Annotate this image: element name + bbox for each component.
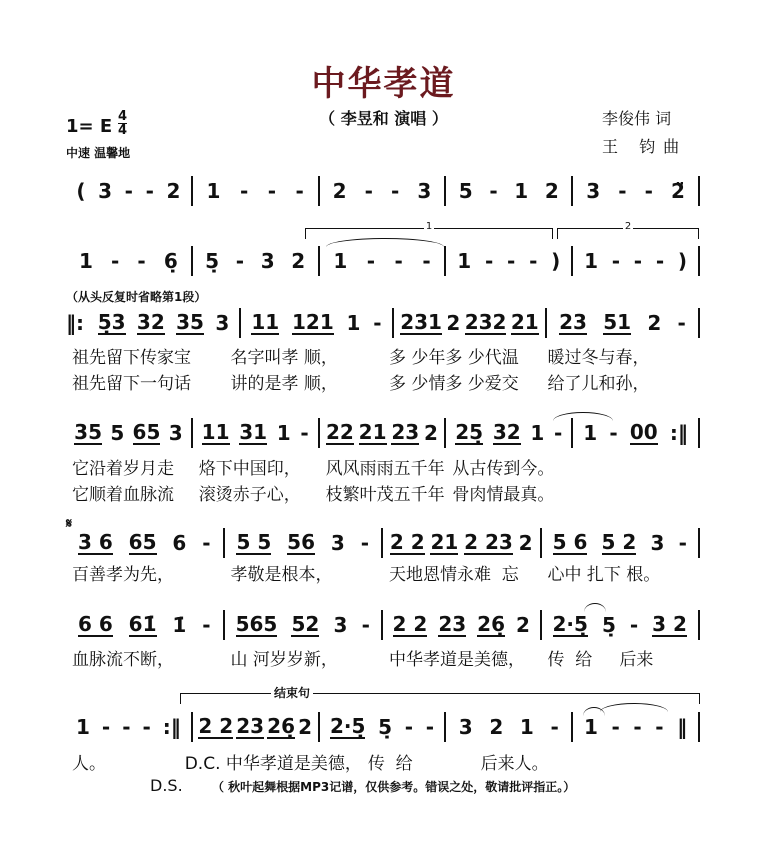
note: -	[655, 715, 664, 739]
measure	[446, 176, 573, 206]
note: -	[295, 179, 304, 203]
note: 23	[559, 310, 587, 334]
note: -	[111, 249, 120, 273]
note: -	[655, 249, 665, 273]
note: 23	[236, 714, 265, 738]
measure	[542, 528, 701, 558]
note: 1	[333, 249, 348, 273]
lyric: 传 给	[367, 754, 413, 774]
note: -	[489, 179, 498, 203]
note: -	[360, 531, 370, 555]
note: 22	[326, 420, 354, 444]
note: 2 23	[464, 530, 513, 554]
measure	[573, 176, 700, 206]
staff-line	[66, 712, 700, 742]
measure	[320, 418, 447, 448]
note: 6̣	[163, 249, 178, 273]
note: 3 6	[77, 530, 113, 554]
lyric: 血脉流不断，	[72, 650, 174, 670]
note: -	[677, 311, 686, 335]
lyric	[587, 749, 700, 774]
repeat-start-sign: ‖:	[66, 311, 84, 335]
note: 35	[74, 420, 102, 444]
lyric-row	[66, 480, 700, 505]
lyric: 从古传到今。	[452, 459, 555, 479]
measure	[66, 610, 225, 640]
note: 5̣	[205, 249, 220, 273]
lyric: 中华孝道是美德，	[389, 650, 525, 670]
note: 1	[346, 311, 361, 335]
lyric: 山 河岁岁新，	[230, 650, 338, 670]
note: -	[404, 715, 414, 739]
note: -	[202, 531, 211, 555]
note: 2	[332, 179, 347, 203]
tempo-marking: 中速 温馨地	[66, 146, 131, 160]
lyric: 给了儿和孙，	[547, 374, 650, 394]
song-title: 中华孝道	[311, 64, 456, 104]
measure	[547, 308, 700, 338]
note: :‖	[162, 715, 181, 739]
note: 2	[544, 179, 559, 203]
note: 56	[287, 530, 315, 554]
volta-bracket-1	[305, 221, 553, 239]
note: 1	[75, 715, 90, 739]
lyric: 暖过冬与春，	[547, 348, 650, 368]
staff-line	[66, 246, 700, 276]
ending-bracket	[180, 686, 700, 704]
note: 00	[629, 420, 658, 444]
measure	[573, 712, 700, 742]
measure	[66, 176, 193, 206]
lyric: 风风雨雨五千年	[325, 459, 445, 479]
transcription-credit: （ 秋叶起舞根据MP3记谱，仅供参考。错误之处，敬请批评指正。）	[212, 780, 576, 794]
note: 2	[298, 715, 313, 739]
note: 3	[586, 179, 601, 203]
note: -	[611, 715, 620, 739]
note: ‖	[677, 715, 688, 739]
note: 26̣	[477, 612, 506, 636]
note: )	[551, 249, 561, 273]
note: -	[529, 249, 538, 273]
note: 2	[518, 531, 533, 555]
lyric: 讲的是孝 顺，	[230, 374, 338, 394]
note: 65	[132, 420, 161, 444]
note: 2	[446, 311, 461, 335]
lyric: 天地恩情永难 忘	[389, 565, 519, 585]
note: 5 6	[552, 530, 588, 554]
ds-marking: D.S.	[150, 776, 183, 795]
segno-icon: 𝄋	[66, 516, 73, 532]
measure	[446, 712, 573, 742]
note: )	[677, 249, 688, 273]
lyric: 百善孝为先，	[72, 565, 174, 585]
lyric-row	[66, 369, 700, 394]
lyric-row	[66, 454, 700, 479]
note: -	[145, 179, 154, 203]
measure	[193, 712, 320, 742]
note: 2·5̣	[552, 612, 588, 636]
singer-credit: （ 李昱和 演唱 ）	[319, 109, 448, 128]
measure	[66, 528, 225, 558]
note: -	[239, 179, 249, 203]
note: 6	[172, 531, 187, 555]
staff-line	[66, 308, 700, 338]
note: (	[76, 179, 86, 203]
volta-2-label: 2	[624, 221, 632, 232]
note: -	[235, 249, 245, 273]
note: 6 6	[77, 612, 113, 636]
note: 2	[166, 179, 181, 203]
lyricist: 李俊伟 词	[602, 109, 672, 128]
lyric	[573, 480, 700, 505]
note: 65	[128, 530, 157, 554]
time-bottom: 4	[118, 123, 128, 138]
note: -	[137, 249, 146, 273]
staff-line	[66, 528, 700, 558]
note: 61̇	[128, 612, 157, 636]
note: 2 2	[392, 612, 428, 636]
note: 5̣	[601, 613, 616, 637]
lyric: 后来人。	[480, 754, 549, 774]
note: -	[142, 715, 151, 739]
lyric	[573, 454, 700, 479]
note: 5	[458, 179, 473, 203]
note: 5	[110, 421, 125, 445]
note: -	[550, 715, 559, 739]
lyric: 多 少情多 少爱交	[389, 374, 519, 394]
note: 3	[215, 311, 230, 335]
note: 1	[584, 249, 598, 273]
measure	[573, 246, 700, 276]
note: -	[644, 179, 653, 203]
note: -	[484, 249, 494, 273]
note: -	[122, 715, 131, 739]
note: 5̣	[378, 715, 392, 739]
note: -	[364, 179, 373, 203]
note: -	[391, 179, 400, 203]
note: -	[611, 249, 621, 273]
note: -	[361, 613, 370, 637]
note: 2	[424, 421, 438, 445]
note: 2	[291, 249, 306, 273]
note: 121	[292, 310, 334, 334]
note: 3 2	[652, 612, 687, 636]
note: 5 2	[601, 530, 637, 554]
lyric: 名字叫孝 顺，	[230, 348, 338, 368]
note: 32	[492, 420, 521, 444]
lyric: 人。	[72, 754, 106, 774]
note: 3	[417, 179, 432, 203]
measure	[446, 418, 573, 448]
note: 3	[168, 421, 183, 445]
staff-line	[66, 610, 700, 640]
lyric: 祖先留下一句话	[72, 374, 191, 394]
volta-bracket-2	[557, 221, 699, 239]
note: 52	[291, 612, 320, 636]
measure	[225, 528, 384, 558]
note: -	[267, 179, 277, 203]
note: -	[422, 249, 431, 273]
note: 1	[457, 249, 472, 273]
measure	[193, 418, 320, 448]
measure	[225, 610, 384, 640]
note: 51	[603, 310, 632, 334]
note: -	[425, 715, 435, 739]
lyric: 枝繁叶茂五千年	[325, 485, 445, 505]
measure	[446, 246, 573, 276]
lyric: 骨肉情最真。	[452, 485, 555, 505]
note: -	[629, 613, 639, 637]
note: 35	[176, 310, 204, 334]
lyric-row	[66, 560, 700, 585]
note: -	[373, 311, 382, 335]
note: 565	[235, 612, 278, 636]
measure	[320, 246, 447, 276]
note: -	[202, 613, 211, 637]
repeat-note: （从头反复时省略第1段）	[66, 290, 207, 304]
note: 26̣	[267, 714, 296, 738]
ending-label: 结束句	[271, 684, 313, 701]
note: 32	[136, 310, 165, 334]
measure	[320, 712, 447, 742]
note: -	[633, 249, 643, 273]
note: 1	[583, 715, 598, 739]
note: -	[633, 715, 642, 739]
lyric: 它沿着岁月走	[72, 459, 174, 479]
note: 23	[438, 612, 467, 636]
lyric: 烙下中国印，	[198, 459, 301, 479]
note: -	[618, 179, 627, 203]
measure	[66, 712, 193, 742]
note: -	[101, 715, 111, 739]
lyric: 心中 扎下 根。	[547, 565, 661, 585]
note: 21	[510, 310, 539, 334]
note: 3	[98, 179, 112, 203]
lyric-row	[66, 645, 700, 670]
staff-line	[66, 176, 700, 206]
lyric: D.C. 中华孝道是美德，	[184, 754, 362, 774]
time-signature	[118, 110, 127, 137]
measure	[320, 176, 447, 206]
measure	[193, 246, 320, 276]
lyric-row	[66, 749, 700, 774]
note: -	[366, 249, 376, 273]
staff-line	[66, 418, 700, 448]
tie	[600, 703, 668, 712]
note: 31	[239, 420, 268, 444]
lyric: 它顺着血脉流	[72, 485, 174, 505]
lyric: 滚烫赤子心，	[198, 485, 301, 505]
measure	[193, 176, 320, 206]
measure	[66, 418, 193, 448]
time-top: 4	[118, 109, 128, 124]
measure	[542, 610, 701, 640]
note: -	[609, 421, 618, 445]
measure	[383, 528, 542, 558]
note: 2 2	[198, 714, 234, 738]
note: 2·5̣	[329, 714, 366, 738]
volta-1-label: 1	[425, 221, 433, 232]
note: 1	[206, 179, 221, 203]
note: :‖	[669, 421, 688, 445]
measure	[573, 418, 700, 448]
note: 2	[489, 715, 504, 739]
measure	[88, 308, 241, 338]
lyric: 多 少年多 少代温	[389, 348, 519, 368]
note: -	[300, 421, 309, 445]
measure	[66, 246, 193, 276]
note: -	[124, 179, 133, 203]
composer: 王 钧曲	[602, 137, 688, 156]
note: -	[678, 531, 687, 555]
note: 3	[458, 715, 473, 739]
measure	[383, 610, 542, 640]
lyric: 孝敬是根本，	[230, 565, 333, 585]
lyric: 传 给 后来	[547, 650, 654, 670]
note: 23	[391, 420, 420, 444]
lyric-row	[66, 343, 700, 368]
note: 3	[650, 531, 665, 555]
measure	[241, 308, 394, 338]
note: 231	[400, 310, 442, 334]
note: -	[394, 249, 403, 273]
note: 1̇	[172, 613, 187, 637]
note: 11	[201, 420, 230, 444]
note: 5 5	[236, 530, 272, 554]
note: 2	[647, 311, 662, 335]
note: 1	[276, 421, 291, 445]
note: 3	[330, 531, 345, 555]
note: 3	[333, 613, 348, 637]
note: -	[507, 249, 516, 273]
note: 2̈	[671, 179, 685, 203]
note: 232	[464, 310, 507, 334]
note: 21	[358, 420, 387, 444]
note: 5̣3	[97, 310, 126, 334]
note: 1	[519, 715, 534, 739]
note: 25̣	[455, 420, 484, 444]
note: 2	[516, 613, 530, 637]
note: 1	[530, 421, 545, 445]
note: 1	[583, 421, 598, 445]
measure	[394, 308, 547, 338]
note: 21	[430, 530, 459, 554]
note: 2 2	[389, 530, 425, 554]
note: 1	[514, 179, 529, 203]
note: 3	[260, 249, 275, 273]
note: -	[554, 421, 563, 445]
note: 1	[79, 249, 93, 273]
lyric: 祖先留下传家宝	[72, 348, 191, 368]
key-signature: 1= E	[66, 116, 113, 137]
note: 11	[251, 310, 280, 334]
